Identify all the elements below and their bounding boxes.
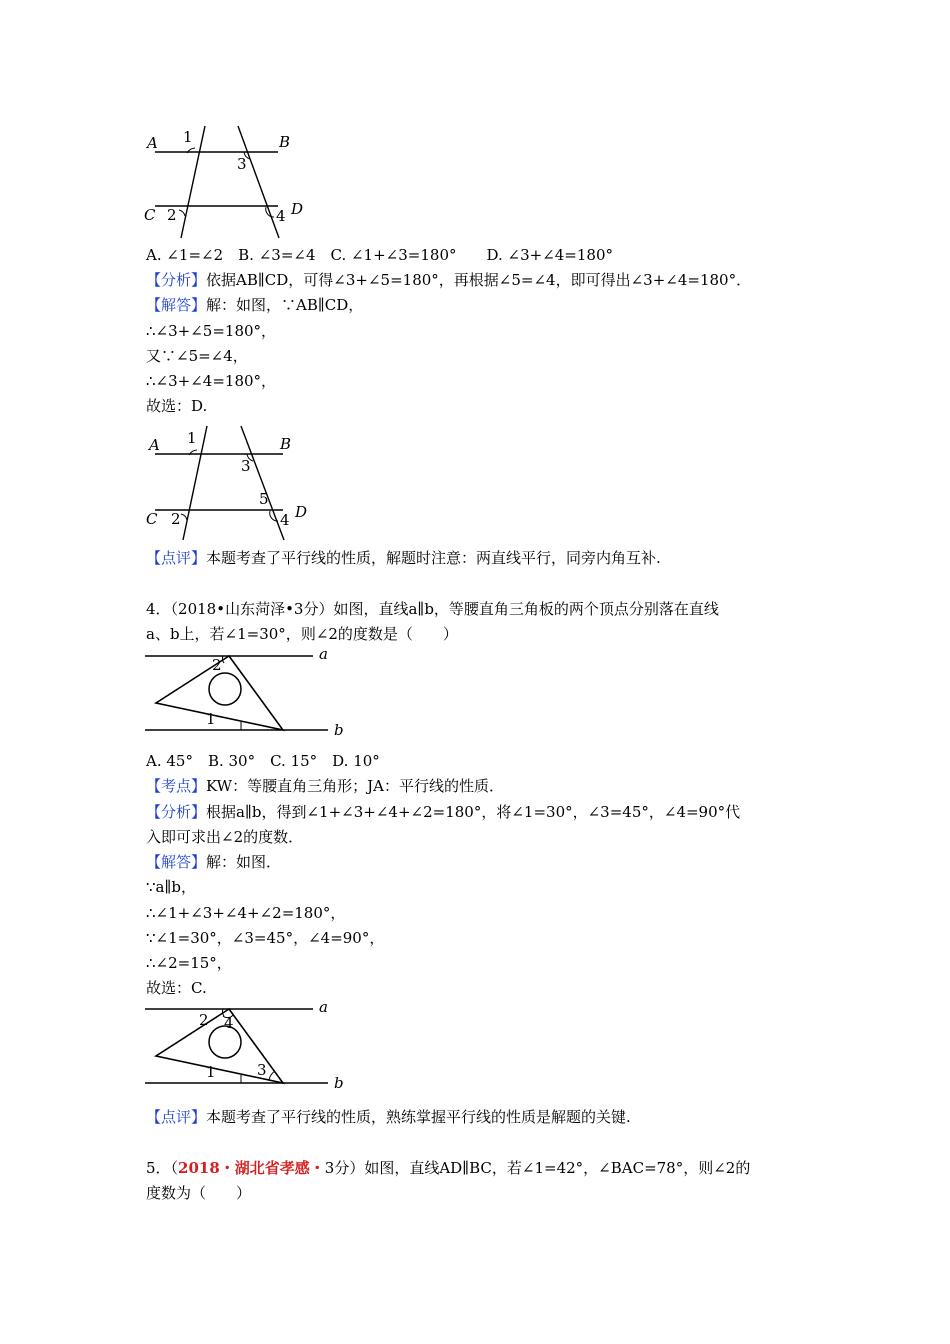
answer-tag: 【解答】	[146, 853, 207, 871]
label-angle-4: 4	[224, 1014, 234, 1032]
q4-figure-1	[143, 645, 353, 745]
label-angle-1: 1	[183, 128, 193, 146]
q4-answer-2: ∵a∥b，	[146, 878, 197, 896]
label-C: C	[144, 206, 156, 224]
analysis-text: 依据AB∥CD，可得∠3+∠5=180°，再根据∠5=∠4，即可得出∠3+∠4=180°．	[206, 271, 752, 289]
comment-text: 本题考查了平行线的性质，熟练掌握平行线的性质是解题的关键.	[206, 1108, 631, 1126]
q3-answer-2: ∴∠3+∠5=180°，	[146, 322, 277, 340]
q4-answer-6: 故选：C.	[146, 979, 207, 997]
label-angle-3: 3	[237, 155, 247, 173]
q3-figure-2	[143, 422, 318, 547]
q5-stem-rest: 3分）如图，直线AD∥BC，若∠1=42°，∠BAC=78°，则∠2的	[324, 1159, 751, 1177]
q5-number: 5．（	[146, 1159, 179, 1177]
label-angle-1: 1	[206, 710, 216, 728]
q4-analysis-1	[146, 802, 740, 822]
answer-text: 解：如图，∵AB∥CD，	[206, 296, 364, 314]
q3-answer-1	[146, 295, 363, 315]
label-A: A	[147, 134, 158, 152]
q4-stem-1: 4．（2018•山东菏泽•3分）如图，直线a∥b，等腰直角三角板的两个顶点分别落在直线	[146, 600, 719, 618]
comment-tag: 【点评】	[146, 549, 207, 567]
label-angle-3: 3	[257, 1061, 267, 1079]
label-angle-4: 4	[276, 207, 286, 225]
q4-comment	[146, 1107, 631, 1127]
q3-answer-5: 故选：D.	[146, 397, 208, 415]
label-A: A	[149, 436, 160, 454]
q3-analysis	[146, 270, 751, 290]
label-D: D	[291, 200, 304, 218]
q4-stem-2: a、b上，若∠1=30°，则∠2的度数是（ ）	[146, 625, 458, 643]
answer-tag: 【解答】	[146, 296, 207, 314]
q3-figure-1	[143, 122, 313, 247]
q5-stem-2: 度数为（ ）	[146, 1184, 252, 1202]
label-angle-5: 5	[259, 490, 269, 508]
kaodian-text: KW：等腰直角三角形；JA：平行线的性质．	[206, 777, 504, 795]
q4-answer-5: ∴∠2=15°，	[146, 954, 232, 972]
answer-text: 解：如图．	[206, 853, 282, 871]
label-B: B	[280, 435, 292, 453]
q4-analysis-2: 入即可求出∠2的度数．	[146, 828, 304, 846]
label-angle-1: 1	[206, 1063, 216, 1081]
analysis-tag: 【分析】	[146, 271, 207, 289]
q4-kaodian	[146, 776, 504, 796]
label-D: D	[295, 503, 308, 521]
analysis-text: 根据a∥b，得到∠1+∠3+∠4+∠2=180°，将∠1=30°，∠3=45°，∠4=90°代	[206, 803, 741, 821]
kaodian-tag: 【考点】	[146, 777, 207, 795]
label-angle-2: 2	[171, 510, 181, 528]
q4-options: A. 45° B. 30° C. 15° D. 10°	[146, 752, 380, 770]
comment-text: 本题考查了平行线的性质，解题时注意：两直线平行，同旁内角互补.	[206, 549, 661, 567]
label-C: C	[146, 510, 158, 528]
q3-answer-4: ∴∠3+∠4=180°，	[146, 372, 277, 390]
q4-answer-3: ∴∠1+∠3+∠4+∠2=180°，	[146, 904, 346, 922]
q5-source: 2018・湖北省孝感・	[178, 1159, 325, 1177]
q3-options: A. ∠1=∠2 B. ∠3=∠4 C. ∠1+∠3=180° D. ∠3+∠4=180°	[146, 246, 613, 264]
label-angle-2: 2	[199, 1011, 209, 1029]
analysis-tag: 【分析】	[146, 803, 207, 821]
label-angle-4: 4	[280, 511, 290, 529]
q4-answer-1	[146, 852, 281, 872]
q4-answer-4: ∵∠1=30°，∠3=45°，∠4=90°，	[146, 929, 385, 947]
label-a: a	[319, 645, 328, 663]
label-a: a	[319, 998, 328, 1016]
comment-tag: 【点评】	[146, 1108, 207, 1126]
q3-comment	[146, 548, 661, 568]
label-angle-2: 2	[167, 206, 177, 224]
label-b: b	[334, 721, 344, 739]
label-B: B	[279, 133, 291, 151]
label-angle-2: 2	[212, 656, 222, 674]
label-angle-3: 3	[241, 457, 251, 475]
q3-answer-3: 又∵∠5=∠4，	[146, 347, 248, 365]
q5-stem-1	[146, 1158, 750, 1178]
label-angle-1: 1	[187, 429, 197, 447]
label-b: b	[334, 1074, 344, 1092]
q4-figure-2	[143, 998, 353, 1098]
